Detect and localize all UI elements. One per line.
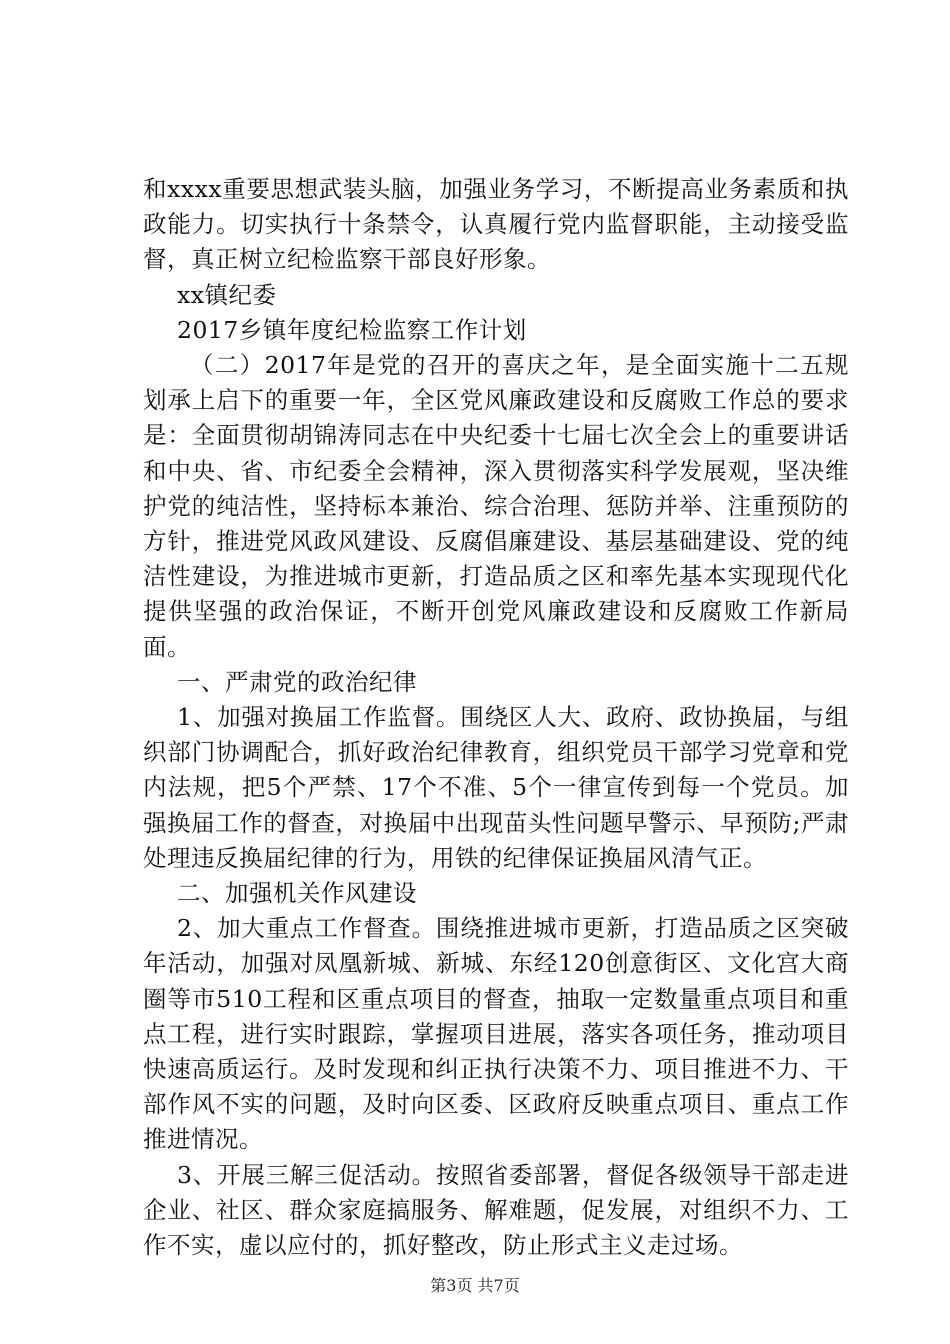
- signature-line: xx镇纪委: [177, 280, 277, 309]
- section-heading-2: 二、加强机关作风建设: [177, 879, 417, 908]
- section-heading-1: 一、严肃党的政治纪律: [177, 667, 417, 696]
- paragraph-intro: （二）2017年是党的召开的喜庆之年，是全面实施十二五规划承上启下的重要一年，全区党风廉政建设和反腐败工作总的要求是：全面贯彻胡锦涛同志在中央纪委十七届七次全会上的重要讲话和中央、省、市纪委全会精神，深入贯彻落实科学发展观，坚决维护党的纯洁性，坚持标本兼治、综合治理、惩防并举、注重预防的方针，推进党风政风建设、反腐倡廉建设、基层基础建设、党的纯洁性建设，为推进城市更新，打造品质之区和率先基本实现现代化提供坚强的政治保证，不断开创党风廉政建设和反腐败工作新局面。: [143, 351, 849, 661]
- paragraph-item-1: 1、加强对换届工作监督。围绕区人大、政府、政协换届，与组织部门协调配合，抓好政治纪律教育，组织党员干部学习党章和党内法规，把5个严禁、17个不准、5个一律宣传到每一个党员。加强换届工作的督查，对换届中出现苗头性问题早警示、早预防;严肃处理违反换届纪律的行为，用铁的纪律保证换届风清气正。: [143, 703, 849, 872]
- paragraph-continuation: 和xxxx重要思想武装头脑，加强业务学习，不断提高业务素质和执政能力。切实执行十条禁令，认真履行党内监督职能，主动接受监督，真正树立纪检监察干部良好形象。: [143, 175, 849, 274]
- paragraph-item-3: 3、开展三解三促活动。按照省委部署，督促各级领导干部走进企业、社区、群众家庭搞服务、解难题，促发展，对组织不力、工作不实，虚以应付的，抓好整改，防止形式主义走过场。: [143, 1160, 849, 1260]
- document-title: 2017乡镇年度纪检监察工作计划: [177, 315, 527, 344]
- page-number-footer: 第3页 共7页: [430, 1276, 520, 1295]
- document-body: [143, 172, 849, 1263]
- paragraph-item-2: 2、加大重点工作督查。围绕推进城市更新，打造品质之区突破年活动，加强对凤凰新城、新城、东经120创意街区、文化宫大商圈等市510工程和区重点项目的督查，抽取一定数量重点项目和重点工程，进行实时跟踪，掌握项目进展，落实各项任务，推动项目快速高质运行。及时发现和纠正执行决策不力、项目推进不力、干部作风不实的问题，及时向区委、区政府反映重点项目、重点工作推进情况。: [143, 914, 849, 1154]
